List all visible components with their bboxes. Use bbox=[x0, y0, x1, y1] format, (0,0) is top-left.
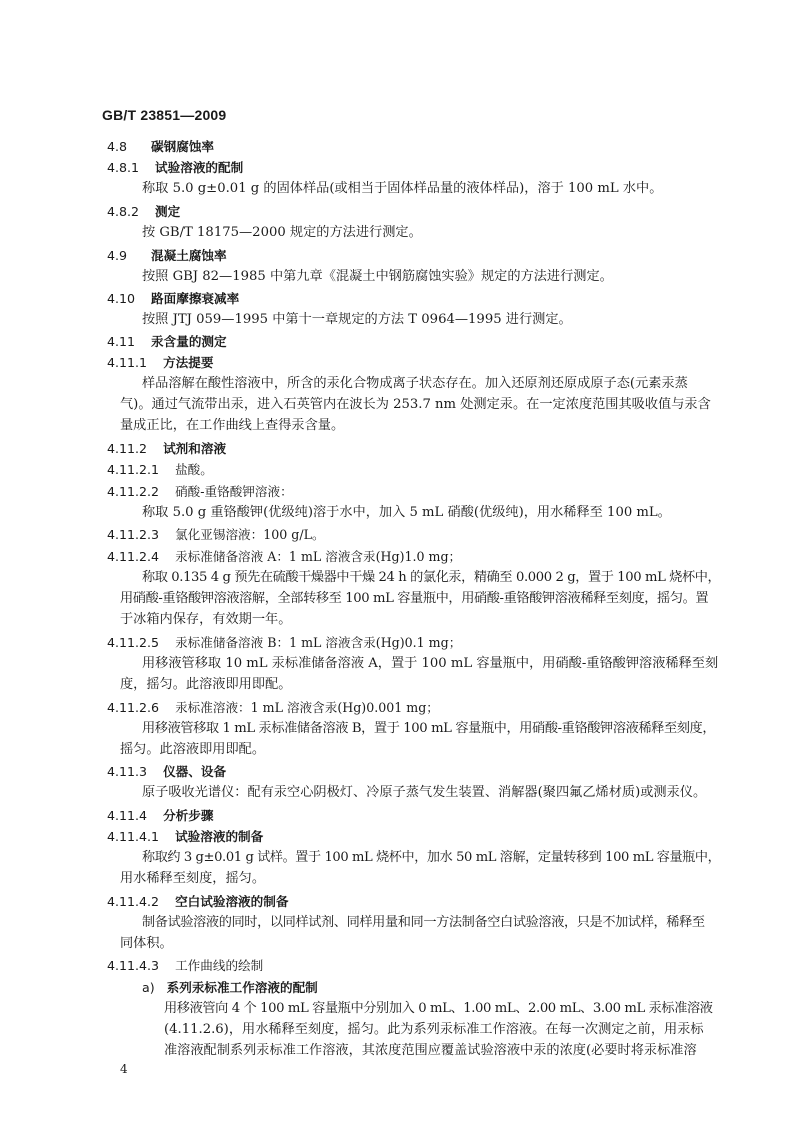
section-heading bbox=[107, 527, 325, 543]
section-heading bbox=[107, 160, 243, 176]
section-title: 硝酸-重铬酸钾溶液： bbox=[175, 484, 293, 499]
section-title: 混凝土腐蚀率 bbox=[151, 248, 227, 263]
paragraph-line: 用移液管向 4 个 100 mL 容量瓶中分别加入 0 mL、1.00 mL、2.00 mL、3.00 mL 汞标准溶液 bbox=[164, 1001, 713, 1016]
section-heading bbox=[107, 829, 263, 845]
paragraph-line: 用硝酸-重铬酸钾溶液溶解，全部转移至 100 mL 容量瓶中，用硝酸-重铬酸钾溶液稀释至刻度，摇匀。置 bbox=[120, 591, 709, 606]
section-heading bbox=[107, 808, 213, 824]
paragraph-line: 按照 JTJ 059—1995 中第十一章规定的方法 T 0964—1995 进行测定。 bbox=[142, 312, 572, 327]
list-item-heading bbox=[142, 980, 318, 996]
section-number: a) bbox=[142, 980, 155, 995]
section-title: 氯化亚锡溶液：100 g/L。 bbox=[175, 527, 325, 542]
paragraph-line: (4.11.2.6)，用水稀释至刻度，摇匀。此为系列汞标准工作溶液。在每一次测定之前，用汞标 bbox=[164, 1022, 704, 1037]
paragraph-line: 气)。通过气流带出汞，进入石英管内在波长为 253.7 nm 处测定汞。在一定浓度范围其吸收值与汞含 bbox=[120, 397, 711, 412]
section-title: 汞标准储备溶液 B：1 mL 溶液含汞(Hg)0.1 mg； bbox=[175, 635, 462, 650]
section-number: 4.11 bbox=[107, 334, 136, 349]
section-number: 4.11.2.1 bbox=[107, 462, 160, 477]
section-heading bbox=[107, 484, 293, 500]
paragraph-line: 制备试验溶液的同时，以同样试剂、同样用量和同一方法制备空白试验溶液，只是不加试样，稀释至 bbox=[142, 915, 705, 930]
section-heading bbox=[107, 204, 180, 220]
section-heading bbox=[107, 291, 239, 307]
section-number: 4.11.2.2 bbox=[107, 484, 160, 499]
section-title: 试剂和溶液 bbox=[163, 441, 227, 456]
section-heading bbox=[107, 139, 214, 155]
section-title: 仪器、设备 bbox=[163, 764, 227, 779]
section-heading bbox=[107, 549, 461, 565]
paragraph-line: 称取 5.0 g 重铬酸钾(优级纯)溶于水中，加入 5 mL 硝酸(优级纯)，用水稀释至 100 mL。 bbox=[142, 505, 671, 520]
section-title: 分析步骤 bbox=[163, 808, 214, 823]
section-heading bbox=[107, 441, 226, 457]
section-heading bbox=[107, 764, 226, 780]
section-title: 试验溶液的配制 bbox=[155, 160, 244, 175]
paragraph-line: 原子吸收光谱仪：配有汞空心阴极灯、冷原子蒸气发生装置、消解器(聚四氟乙烯材质)或测汞仪。 bbox=[142, 785, 707, 800]
section-title: 空白试验溶液的制备 bbox=[175, 894, 289, 909]
section-number: 4.11.2 bbox=[107, 441, 148, 456]
section-number: 4.11.2.3 bbox=[107, 527, 160, 542]
section-number: 4.8 bbox=[107, 139, 128, 154]
section-number: 4.10 bbox=[107, 291, 136, 306]
paragraph-line: 按 GB/T 18175—2000 规定的方法进行测定。 bbox=[142, 225, 422, 240]
section-title: 碳钢腐蚀率 bbox=[151, 139, 214, 154]
section-number: 4.8.1 bbox=[107, 160, 140, 175]
paragraph-line: 用水稀释至刻度，摇匀。 bbox=[120, 871, 266, 886]
page-number: 4 bbox=[120, 1062, 128, 1076]
section-number: 4.11.4 bbox=[107, 808, 148, 823]
paragraph-line: 按照 GBJ 82—1985 中第九章《混凝土中钢筋腐蚀实验》规定的方法进行测定。 bbox=[142, 269, 613, 284]
section-title: 盐酸。 bbox=[175, 462, 213, 477]
paragraph-line: 用移液管移取 10 mL 汞标准储备溶液 A，置于 100 mL 容量瓶中，用硝酸-重铬酸钾溶液稀释至刻 bbox=[142, 656, 719, 671]
standard-code-header: GB/T 23851—2009 bbox=[102, 107, 227, 123]
section-title: 工作曲线的绘制 bbox=[175, 958, 264, 973]
paragraph-line: 称取约 3 g±0.01 g 试样。置于 100 mL 烧杯中，加水 50 mL 溶解，定量转移到 100 mL 容量瓶中， bbox=[142, 850, 721, 865]
section-number: 4.11.1 bbox=[107, 355, 148, 370]
paragraph-line: 同体积。 bbox=[120, 936, 173, 951]
paragraph-line: 用移液管移取 1 mL 汞标准储备溶液 B，置于 100 mL 容量瓶中，用硝酸-重铬酸钾溶液稀释至刻度， bbox=[142, 721, 716, 736]
paragraph-line: 量成正比，在工作曲线上查得汞含量。 bbox=[120, 418, 345, 433]
paragraph-line: 准溶液配制系列汞标准工作溶液，其浓度范围应覆盖试验溶液中汞的浓度(必要时将汞标准溶 bbox=[164, 1043, 697, 1058]
section-number: 4.11.3 bbox=[107, 764, 148, 779]
section-heading bbox=[107, 355, 213, 371]
section-number: 4.11.2.6 bbox=[107, 700, 160, 715]
section-number: 4.11.4.1 bbox=[107, 829, 160, 844]
section-title: 试验溶液的制备 bbox=[175, 829, 264, 844]
section-title: 方法提要 bbox=[163, 355, 214, 370]
section-heading bbox=[107, 894, 288, 910]
section-heading bbox=[107, 958, 263, 974]
paragraph-line: 于冰箱内保存，有效期一年。 bbox=[120, 612, 292, 627]
section-number: 4.11.4.2 bbox=[107, 894, 160, 909]
section-title: 汞标准溶液：1 mL 溶液含汞(Hg)0.001 mg； bbox=[175, 700, 439, 715]
section-number: 4.11.2.4 bbox=[107, 549, 160, 564]
section-heading bbox=[107, 462, 213, 478]
section-number: 4.9 bbox=[107, 248, 128, 263]
section-heading bbox=[107, 248, 227, 264]
paragraph-line: 样品溶解在酸性溶液中，所含的汞化合物成离子状态存在。加入还原剂还原成原子态(元素汞蒸 bbox=[142, 376, 688, 391]
section-number: 4.11.4.3 bbox=[107, 958, 160, 973]
section-heading bbox=[107, 635, 461, 651]
paragraph-line: 称取 5.0 g±0.01 g 的固体样品(或相当于固体样品量的液体样品)，溶于 100 mL 水中。 bbox=[142, 181, 663, 196]
section-title: 系列汞标准工作溶液的配制 bbox=[166, 980, 318, 995]
section-heading bbox=[107, 334, 227, 350]
section-number: 4.11.2.5 bbox=[107, 635, 160, 650]
paragraph-line: 度，摇匀。此溶液即用即配。 bbox=[120, 677, 292, 692]
paragraph-line: 摇匀。此溶液即用即配。 bbox=[120, 742, 266, 757]
section-title: 测定 bbox=[155, 204, 181, 219]
section-title: 路面摩擦衰减率 bbox=[151, 291, 240, 306]
section-title: 汞标准储备溶液 A：1 mL 溶液含汞(Hg)1.0 mg； bbox=[175, 549, 462, 564]
paragraph-line: 称取 0.135 4 g 预先在硫酸干燥器中干燥 24 h 的氯化汞，精确至 0.000 2 g，置于 100 mL 烧杯中， bbox=[142, 570, 721, 585]
section-heading bbox=[107, 700, 439, 716]
section-title: 汞含量的测定 bbox=[151, 334, 227, 349]
section-number: 4.8.2 bbox=[107, 204, 140, 219]
